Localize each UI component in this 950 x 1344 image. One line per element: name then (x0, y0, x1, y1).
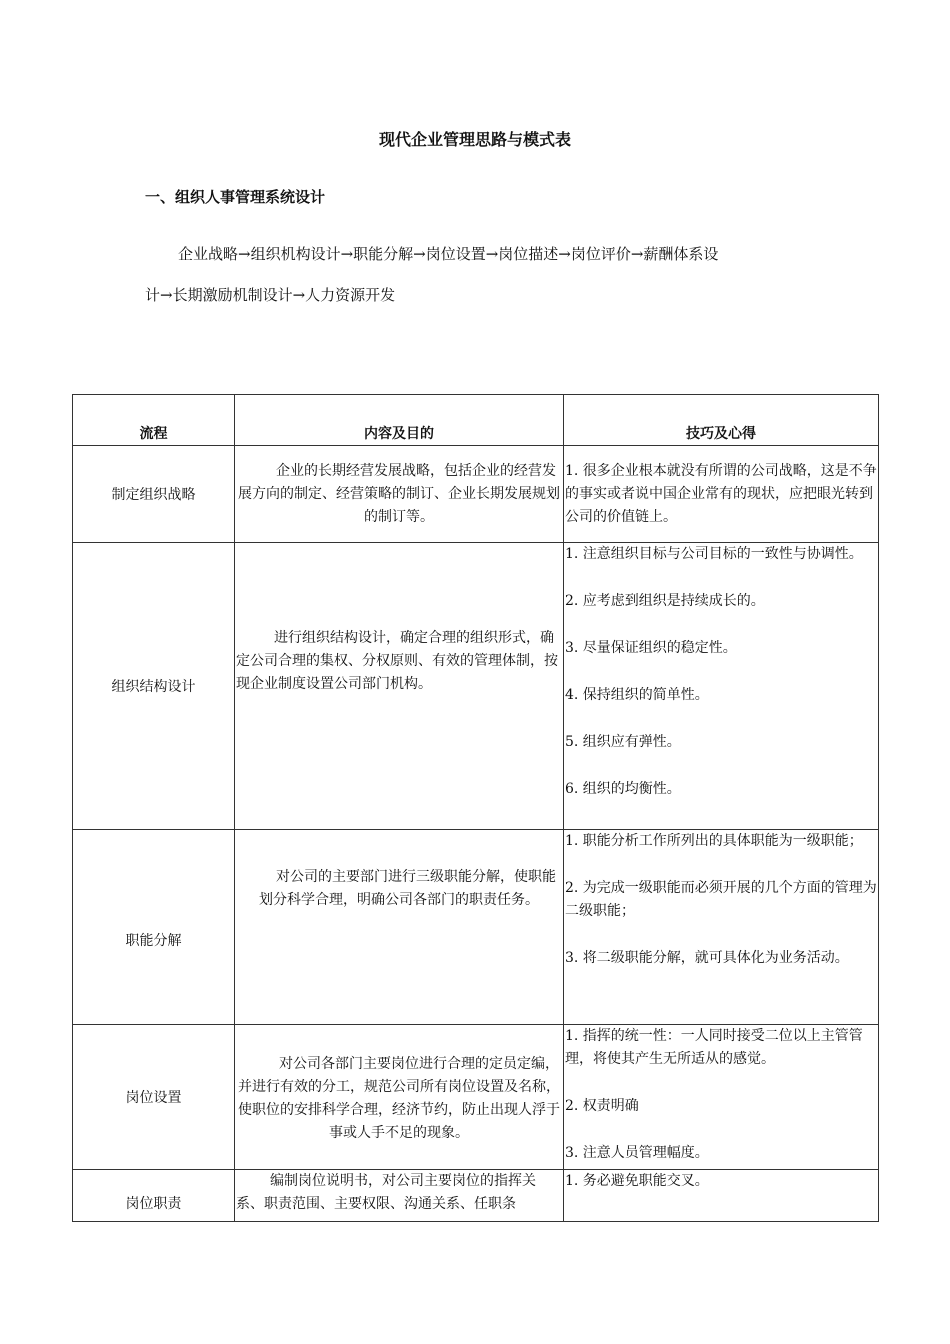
process-cell: 职能分解 (73, 830, 235, 1025)
tips-cell (564, 446, 879, 543)
process-cell: 制定组织战略 (73, 446, 235, 543)
tip-item: 5. 组织应有弹性。 (565, 734, 681, 750)
table-row (73, 1025, 879, 1170)
content-cell (235, 543, 564, 830)
process-cell: 组织结构设计 (73, 543, 235, 830)
table-row (73, 543, 879, 830)
process-cell: 岗位设置 (73, 1025, 235, 1170)
tips-cell (564, 543, 879, 830)
flow-text-line-1: 企业战略→组织机构设计→职能分解→岗位设置→岗位描述→岗位评价→薪酬体系设 (178, 245, 719, 263)
tips-cell (564, 830, 879, 1025)
content-text: 企业的长期经营发展战略，包括企业的经营发展方向的制定、经营策略的制订、企业长期发展规划的制订等。 (238, 462, 560, 525)
tip-item: 4. 保持组织的简单性。 (565, 687, 709, 703)
content-text: 对公司的主要部门进行三级职能分解，使职能划分科学合理，明确公司各部门的职责任务。 (259, 869, 556, 908)
flow-text-line-2: 计→长期激励机制设计→人力资源开发 (145, 286, 396, 304)
management-table (72, 394, 879, 1222)
tip-item: 3. 尽量保证组织的稳定性。 (565, 640, 737, 656)
content-text: 编制岗位说明书，对公司主要岗位的指挥关系、职责范围、主要权限、沟通关系、任职条 (236, 1173, 536, 1212)
content-cell (235, 1170, 564, 1222)
tip-item: 2. 应考虑到组织是持续成长的。 (565, 593, 765, 609)
table-header-row (73, 395, 879, 446)
process-cell: 岗位职责 (73, 1170, 235, 1222)
tip-item: 3. 将二级职能分解，就可具体化为业务活动。 (565, 950, 849, 966)
content-cell (235, 830, 564, 1025)
tip-item: 1. 职能分析工作所列出的具体职能为一级职能； (565, 833, 863, 849)
tips-cell (564, 1170, 879, 1222)
header-content: 内容及目的 (235, 395, 564, 446)
table-row (73, 446, 879, 543)
header-process: 流程 (73, 395, 235, 446)
tip-item: 3. 注意人员管理幅度。 (565, 1145, 709, 1161)
content-text: 进行组织结构设计，确定合理的组织形式，确定公司合理的集权、分权原则、有效的管理体制，按现企业制度设置公司部门机构。 (236, 629, 558, 692)
tip-item: 1. 务必避免职能交叉。 (565, 1173, 709, 1189)
header-tips: 技巧及心得 (564, 395, 879, 446)
content-cell (235, 446, 564, 543)
table-row (73, 1170, 879, 1222)
tip-item: 1. 注意组织目标与公司目标的一致性与协调性。 (565, 546, 863, 562)
tip-item: 2. 权责明确 (565, 1098, 639, 1114)
tip-item: 1. 很多企业根本就没有所谓的公司战略，这是不争的事实或者说中国企业常有的现状，应把眼光转到公司的价值链上。 (565, 462, 877, 525)
table-row (73, 830, 879, 1025)
content-cell (235, 1025, 564, 1170)
content-text: 对公司各部门主要岗位进行合理的定员定编，并进行有效的分工，规范公司所有岗位设置及名称，使职位的安排科学合理，经济节约，防止出现人浮于事或人手不足的现象。 (238, 1056, 560, 1141)
tip-item: 2. 为完成一级职能而必须开展的几个方面的管理为二级职能； (565, 880, 877, 919)
tips-cell (564, 1025, 879, 1170)
tip-item: 1. 指挥的统一性：一人同时接受二位以上主管管理，将使其产生无所适从的感觉。 (565, 1028, 863, 1067)
section-heading: 一、组织人事管理系统设计 (145, 188, 326, 206)
document-title: 现代企业管理思路与模式表 (378, 130, 571, 149)
tip-item: 6. 组织的均衡性。 (565, 781, 681, 797)
